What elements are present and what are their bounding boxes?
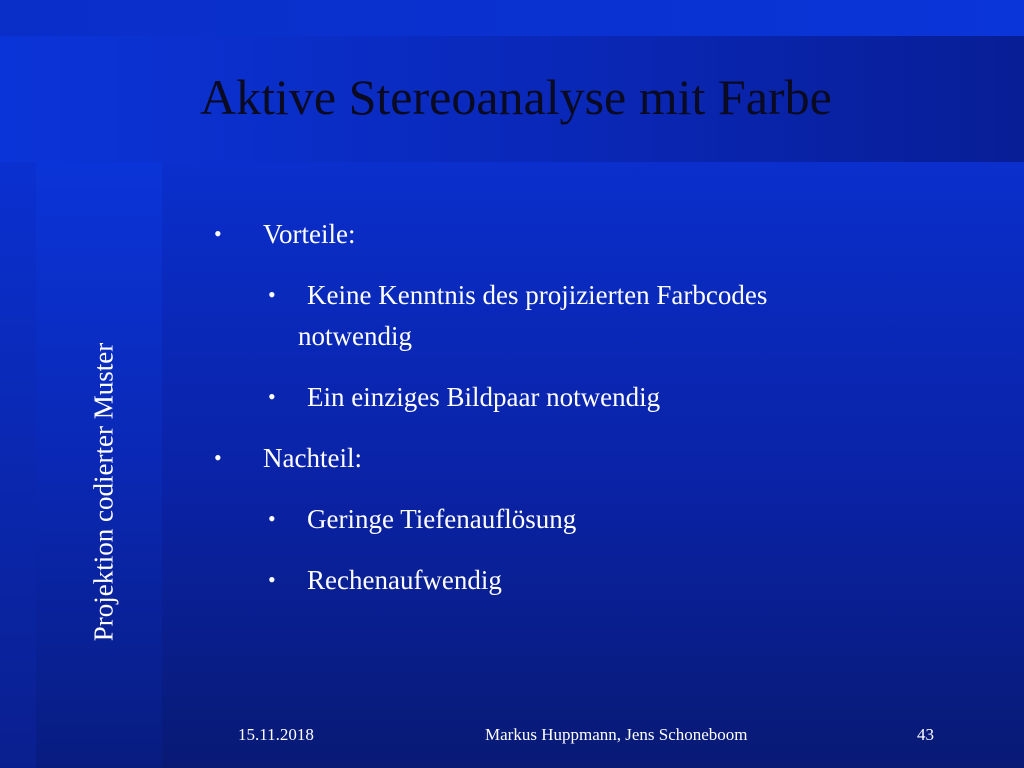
bullet-icon: •	[268, 567, 276, 592]
footer-page-number: 43	[917, 725, 934, 744]
footer-authors: Markus Huppmann, Jens Schoneboom	[485, 725, 748, 744]
bullet-text: Rechenaufwendig	[307, 565, 502, 595]
bullet-icon: •	[214, 445, 222, 470]
footer-date: 15.11.2018	[238, 725, 314, 744]
bullet-icon: •	[268, 384, 276, 409]
section-label: Projektion codierter Muster	[88, 342, 119, 642]
bullet-icon: •	[214, 221, 222, 246]
bullet-icon: •	[268, 282, 276, 307]
bullet-text: Ein einziges Bildpaar notwendig	[307, 382, 661, 412]
left-margin-strip	[0, 162, 36, 768]
bullet-text: Geringe Tiefenauflösung	[307, 504, 577, 534]
bullet-icon: •	[268, 506, 276, 531]
bullet-continuation: notwendig	[298, 321, 412, 351]
bullet-text: Keine Kenntnis des projizierten Farbcodes	[307, 280, 768, 310]
slide-title: Aktive Stereoanalyse mit Farbe	[200, 69, 832, 125]
slide-top-band	[0, 0, 1024, 36]
bullet-text: Nachteil:	[263, 443, 362, 473]
bullet-text: Vorteile:	[263, 219, 356, 249]
